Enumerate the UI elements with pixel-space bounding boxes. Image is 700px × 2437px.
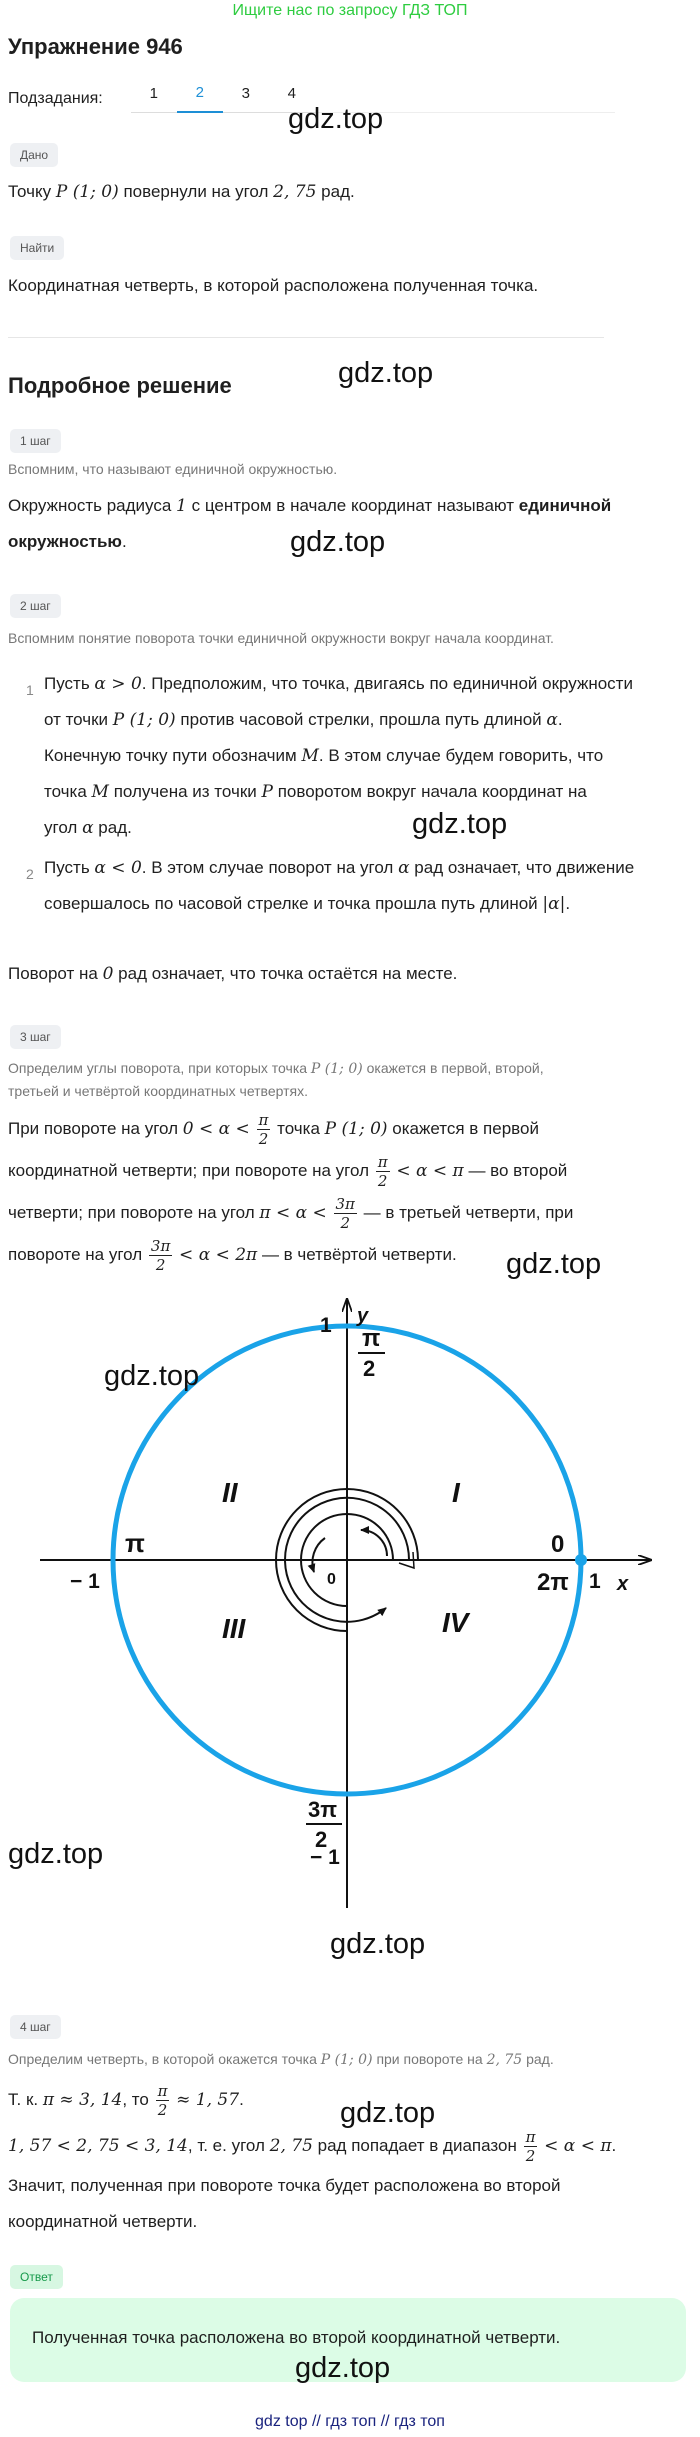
step3-badge: 3 шаг (10, 1025, 61, 1049)
step4-badge: 4 шаг (10, 2015, 61, 2039)
list-num-1: 1 (26, 682, 34, 698)
step3-hint: Определим углы поворота, при которых точка P (1; 0) окажется в первой, второй, третьей и четвёртой координатных четвертях. (8, 1060, 544, 1099)
label-right-one: 1 (589, 1570, 601, 1593)
small-arc-cw (312, 1538, 325, 1572)
label-y: y (357, 1305, 369, 1327)
step1-hint: Вспомним, что называют единичной окружностью. (8, 461, 338, 477)
subtasks-label: Подзадания: (8, 89, 103, 107)
label-q1: I (452, 1477, 460, 1508)
step1-badge: 1 шаг (10, 429, 61, 453)
label-top-one: 1 (320, 1314, 332, 1337)
watermark: gdz.top (412, 808, 508, 840)
step4-conclusion: Значит, полученная при повороте точка будет расположена во второй координатной четверти. (8, 2176, 561, 2231)
find-text: Координатная четверть, в которой расположена полученная точка. (8, 276, 539, 295)
answer-text: Полученная точка расположена во второй координатной четверти. (32, 2328, 561, 2347)
label-three-pi-half-num: 3π (308, 1797, 338, 1822)
small-arc-ccw (361, 1530, 387, 1556)
watermark: gdz.top (8, 1838, 104, 1870)
watermark: gdz.top (288, 103, 384, 135)
label-pi-half-den: 2 (363, 1356, 376, 1381)
label-q3: III (222, 1613, 246, 1644)
label-left-minus-one: − 1 (70, 1570, 100, 1593)
label-bottom-minus-one: − 1 (310, 1846, 340, 1869)
footer-links[interactable]: gdz top // гдз топ // гдз топ (255, 2413, 445, 2430)
label-pi-half-num: π (362, 1325, 381, 1352)
label-q2: II (222, 1477, 238, 1508)
step1-text: Окружность радиуса 1 с центром в начале координат называют единичной окружностью. (8, 496, 612, 551)
tab-2[interactable]: 2 (177, 84, 223, 113)
label-pi-left: π (125, 1528, 145, 1558)
step4-hint: Определим четверть, в которой окажется точка P (1; 0) при повороте на 2, 75 рад. (8, 2051, 554, 2068)
given-badge: Дано (10, 143, 58, 167)
step2-item2: Пусть α < 0. В этом случае поворот на угол α рад означает, что движение совершалось по часовой стрелке и точка прошла путь длиной |α|. (44, 858, 635, 914)
step2-zero: Поворот на 0 рад означает, что точка остаётся на месте. (8, 964, 458, 984)
page-title: Упражнение 946 (8, 34, 183, 59)
given-text: Точку P (1; 0) повернули на угол 2, 75 рад. (8, 182, 355, 202)
top-banner[interactable]: Ищите нас по запросу ГДЗ ТОП (232, 2, 468, 19)
watermark: gdz.top (290, 526, 386, 558)
answer-badge: Ответ (10, 2265, 63, 2289)
point-p (575, 1554, 587, 1566)
label-x: x (617, 1573, 629, 1595)
find-badge: Найти (10, 236, 64, 260)
solution-title: Подробное решение (8, 373, 232, 398)
divider (8, 337, 604, 338)
label-q4: IV (442, 1607, 469, 1638)
label-three-pi-half-den: 2 (315, 1827, 328, 1852)
watermark: gdz.top (340, 2097, 436, 2129)
tab-1[interactable]: 1 (131, 85, 177, 113)
watermark: gdz.top (104, 1360, 200, 1392)
label-origin: 0 (327, 1571, 336, 1588)
watermark: gdz.top (338, 357, 434, 389)
watermark: gdz.top (506, 1248, 602, 1280)
step2-hint: Вспомним понятие поворота точки единичной окружности вокруг начала координат. (8, 630, 554, 646)
label-two-pi: 2π (537, 1569, 569, 1596)
tab-3[interactable]: 3 (223, 85, 269, 113)
watermark: gdz.top (295, 2352, 391, 2384)
step3-text: При повороте на угол 0 < α < $\frac{\pi}{2}$ точка P (1; 0) окажется в первой координатной четверти; при повороте на угол $\frac{\pi}{2}$ < α < π — во второй четверти; при повороте на угол π < α < $\frac{3\pi}{2}$ — в третьей четверти, при повороте на угол $\frac{3\pi}{2}$ < α < 2π — в четвёртой четверти. (8, 1111, 574, 1275)
list-num-2: 2 (26, 866, 34, 882)
step4-text: Т. к. π ≈ 3, 14, то $\frac{\pi}{2}$ ≈ 1, 57. 1, 57 < 2, 75 < 3, 14, т. е. угол 2, 75 рад попадает в диапазон $\frac{\pi}{2}$ < α < π. (8, 2082, 617, 2166)
step2-item1: Пусть α > 0. Предположим, что точка, двигаясь по единичной окружности от точки P (1; 0) против часовой стрелки, прошла путь длиной α. Конечную точку пути обозначим M. В этом случае будем говорить, что точка M получена из точки P поворотом вокруг начала координат на угол α рад. (44, 674, 633, 838)
watermark: gdz.top (330, 1928, 426, 1960)
step2-badge: 2 шаг (10, 594, 61, 618)
label-zero: 0 (551, 1531, 565, 1558)
tab-4[interactable]: 4 (269, 85, 315, 113)
